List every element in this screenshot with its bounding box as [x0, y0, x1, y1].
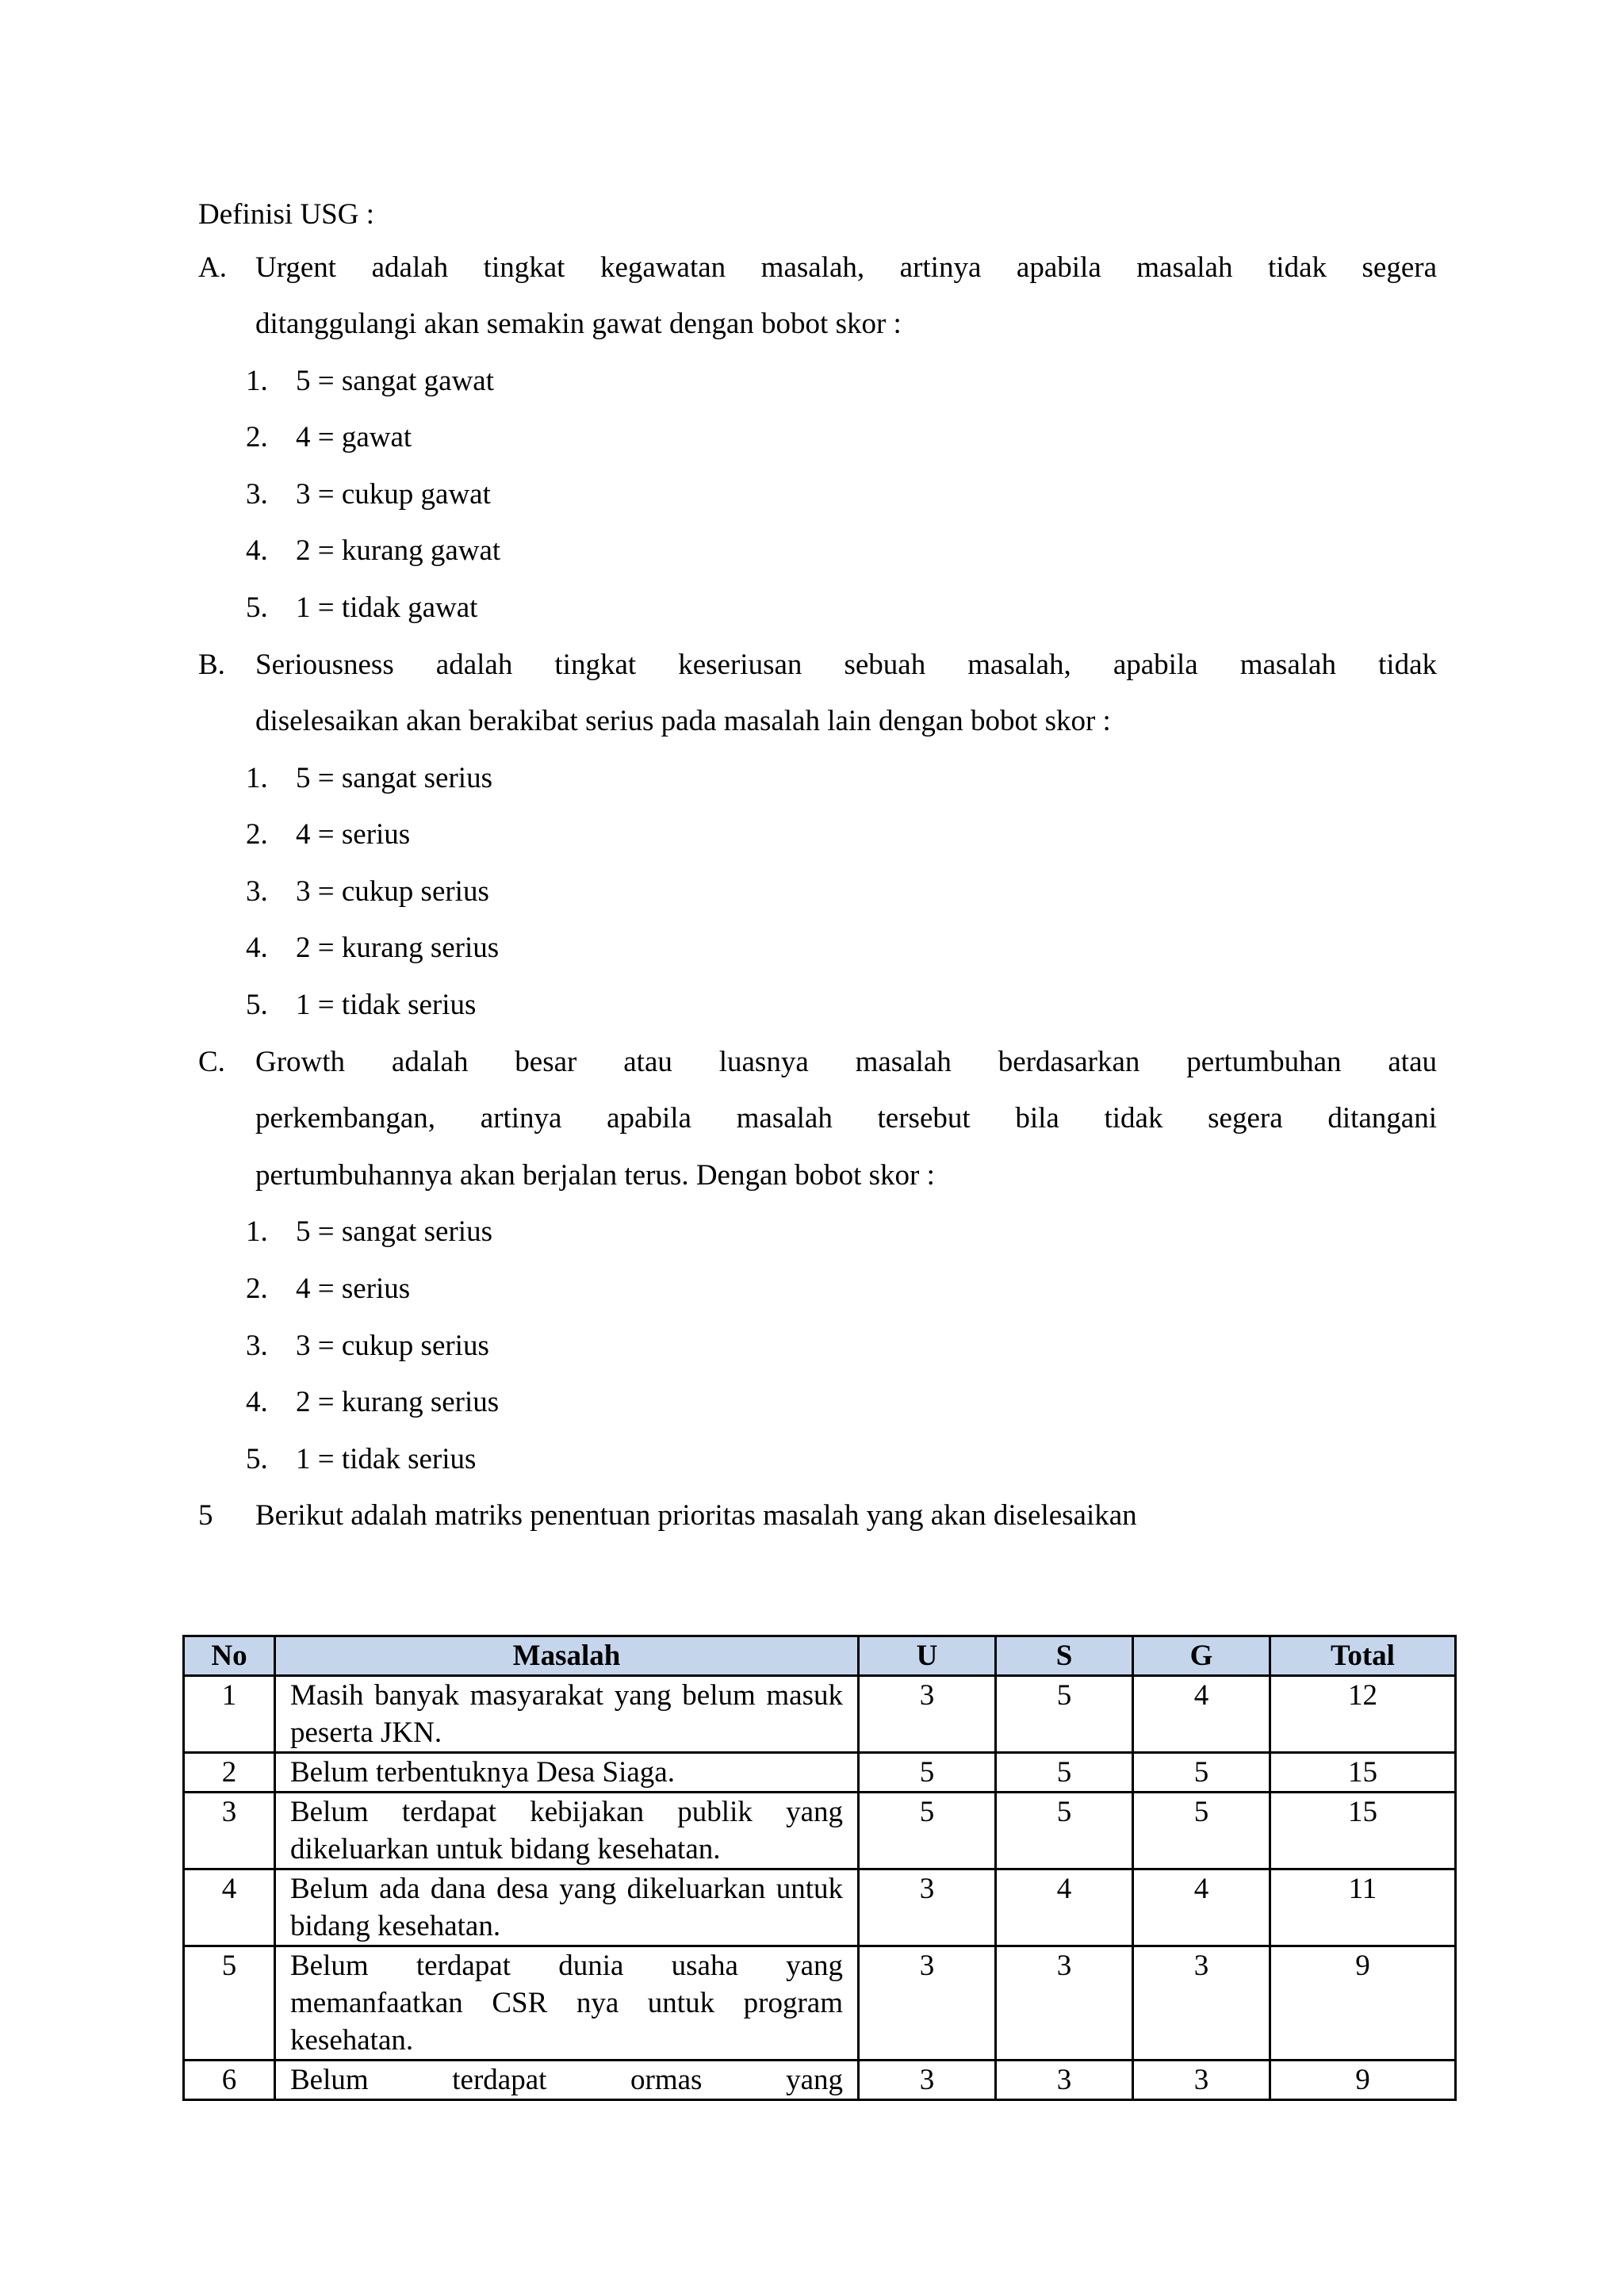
point-5-number: 5: [198, 1499, 213, 1532]
list-number: 2.: [246, 1272, 268, 1305]
list-number: 4.: [246, 534, 268, 567]
cell-masalah: Masih banyak masyarakat yang belum masuk peserta JKN.: [275, 1676, 859, 1753]
list-number: 3.: [246, 1330, 268, 1362]
cell-total: 9: [1270, 2061, 1456, 2100]
cell-u: 3: [859, 1946, 996, 2061]
list-text: 3 = cukup serius: [296, 875, 489, 908]
definition-heading: Definisi USG :: [198, 198, 374, 231]
table-row: [184, 2061, 1456, 2100]
list-text: 4 = serius: [296, 1272, 411, 1305]
cell-masalah: Belum ada dana desa yang dikeluarkan untuk bidang kesehatan.: [275, 1869, 859, 1946]
cell-s: 5: [996, 1753, 1133, 1793]
section-b-marker: B.: [198, 649, 225, 681]
list-number: 5.: [246, 591, 268, 624]
section-c-marker: C.: [198, 1046, 225, 1078]
list-text: 3 = cukup serius: [296, 1330, 489, 1362]
cell-no: 3: [184, 1793, 275, 1869]
cell-no: 1: [184, 1676, 275, 1753]
section-b-text: Seriousness adalah tingkat keseriusan sebuah masalah, apabila masalah tidak: [255, 649, 1437, 681]
cell-no: 4: [184, 1869, 275, 1946]
col-header-total: Total: [1270, 1636, 1456, 1676]
col-header-masalah: Masalah: [275, 1636, 859, 1676]
point-5-text: Berikut adalah matriks penentuan prioritas masalah yang akan diselesaikan: [255, 1499, 1137, 1532]
col-header-g: G: [1133, 1636, 1270, 1676]
cell-u: 5: [859, 1753, 996, 1793]
section-c-cont2-text: pertumbuhannya akan berjalan terus. Dengan bobot skor :: [255, 1159, 935, 1192]
cell-masalah: Belum terbentuknya Desa Siaga.: [275, 1753, 859, 1793]
list-text: 3 = cukup gawat: [296, 478, 491, 511]
cell-u: 3: [859, 1676, 996, 1753]
cell-total: 15: [1270, 1793, 1456, 1869]
cell-g: 4: [1133, 1676, 1270, 1753]
cell-g: 5: [1133, 1753, 1270, 1793]
list-text: 5 = sangat gawat: [296, 365, 494, 397]
table-row: [184, 1793, 1456, 1869]
list-number: 3.: [246, 478, 268, 511]
list-number: 1.: [246, 762, 268, 794]
section-c-cont1-text: perkembangan, artinya apabila masalah tersebut bila tidak segera ditangani: [255, 1102, 1437, 1135]
cell-s: 3: [996, 2061, 1133, 2100]
cell-total: 11: [1270, 1869, 1456, 1946]
list-number: 1.: [246, 365, 268, 397]
cell-masalah: Belum terdapat dunia usaha yang memanfaatkan CSR nya untuk program kesehatan.: [275, 1946, 859, 2061]
cell-total: 12: [1270, 1676, 1456, 1753]
cell-s: 5: [996, 1793, 1133, 1869]
cell-no: 2: [184, 1753, 275, 1793]
cell-total: 9: [1270, 1946, 1456, 2061]
list-number: 1.: [246, 1215, 268, 1248]
list-number: 2.: [246, 818, 268, 851]
list-text: 1 = tidak serius: [296, 989, 477, 1021]
cell-masalah: Belum terdapat ormas yang: [275, 2061, 859, 2100]
section-a-cont-text: ditanggulangi akan semakin gawat dengan bobot skor :: [255, 308, 902, 340]
col-header-u: U: [859, 1636, 996, 1676]
list-number: 2.: [246, 421, 268, 453]
cell-no: 5: [184, 1946, 275, 2061]
list-text: 2 = kurang serius: [296, 932, 500, 964]
section-a-marker: A.: [198, 251, 227, 284]
cell-s: 5: [996, 1676, 1133, 1753]
list-text: 2 = kurang serius: [296, 1386, 500, 1418]
col-header-s: S: [996, 1636, 1133, 1676]
section-c-text: Growth adalah besar atau luasnya masalah berdasarkan pertumbuhan atau: [255, 1046, 1437, 1078]
cell-no: 6: [184, 2061, 275, 2100]
cell-s: 4: [996, 1869, 1133, 1946]
list-text: 5 = sangat serius: [296, 762, 492, 794]
list-text: 4 = gawat: [296, 421, 412, 453]
col-header-no: No: [184, 1636, 275, 1676]
cell-g: 3: [1133, 1946, 1270, 2061]
list-number: 4.: [246, 1386, 268, 1418]
cell-u: 5: [859, 1793, 996, 1869]
list-text: 1 = tidak gawat: [296, 591, 478, 624]
cell-u: 3: [859, 1869, 996, 1946]
list-number: 5.: [246, 989, 268, 1021]
list-number: 3.: [246, 875, 268, 908]
usg-priority-matrix: [182, 1635, 1457, 2101]
cell-g: 5: [1133, 1793, 1270, 1869]
list-text: 4 = serius: [296, 818, 411, 851]
cell-u: 3: [859, 2061, 996, 2100]
cell-s: 3: [996, 1946, 1133, 2061]
table-header-row: [184, 1636, 1456, 1676]
section-a-text: Urgent adalah tingkat kegawatan masalah, artinya apabila masalah tidak segera: [255, 251, 1437, 284]
table-row: [184, 1676, 1456, 1753]
table-row: [184, 1946, 1456, 2061]
section-b-cont-text: diselesaikan akan berakibat serius pada masalah lain dengan bobot skor :: [255, 705, 1111, 737]
list-text: 2 = kurang gawat: [296, 534, 501, 567]
list-text: 5 = sangat serius: [296, 1215, 492, 1248]
cell-masalah: Belum terdapat kebijakan publik yang dikeluarkan untuk bidang kesehatan.: [275, 1793, 859, 1869]
cell-total: 15: [1270, 1753, 1456, 1793]
list-number: 5.: [246, 1443, 268, 1475]
cell-g: 4: [1133, 1869, 1270, 1946]
cell-g: 3: [1133, 2061, 1270, 2100]
table-row: [184, 1753, 1456, 1793]
list-text: 1 = tidak serius: [296, 1443, 477, 1475]
list-number: 4.: [246, 932, 268, 964]
table-row: [184, 1869, 1456, 1946]
